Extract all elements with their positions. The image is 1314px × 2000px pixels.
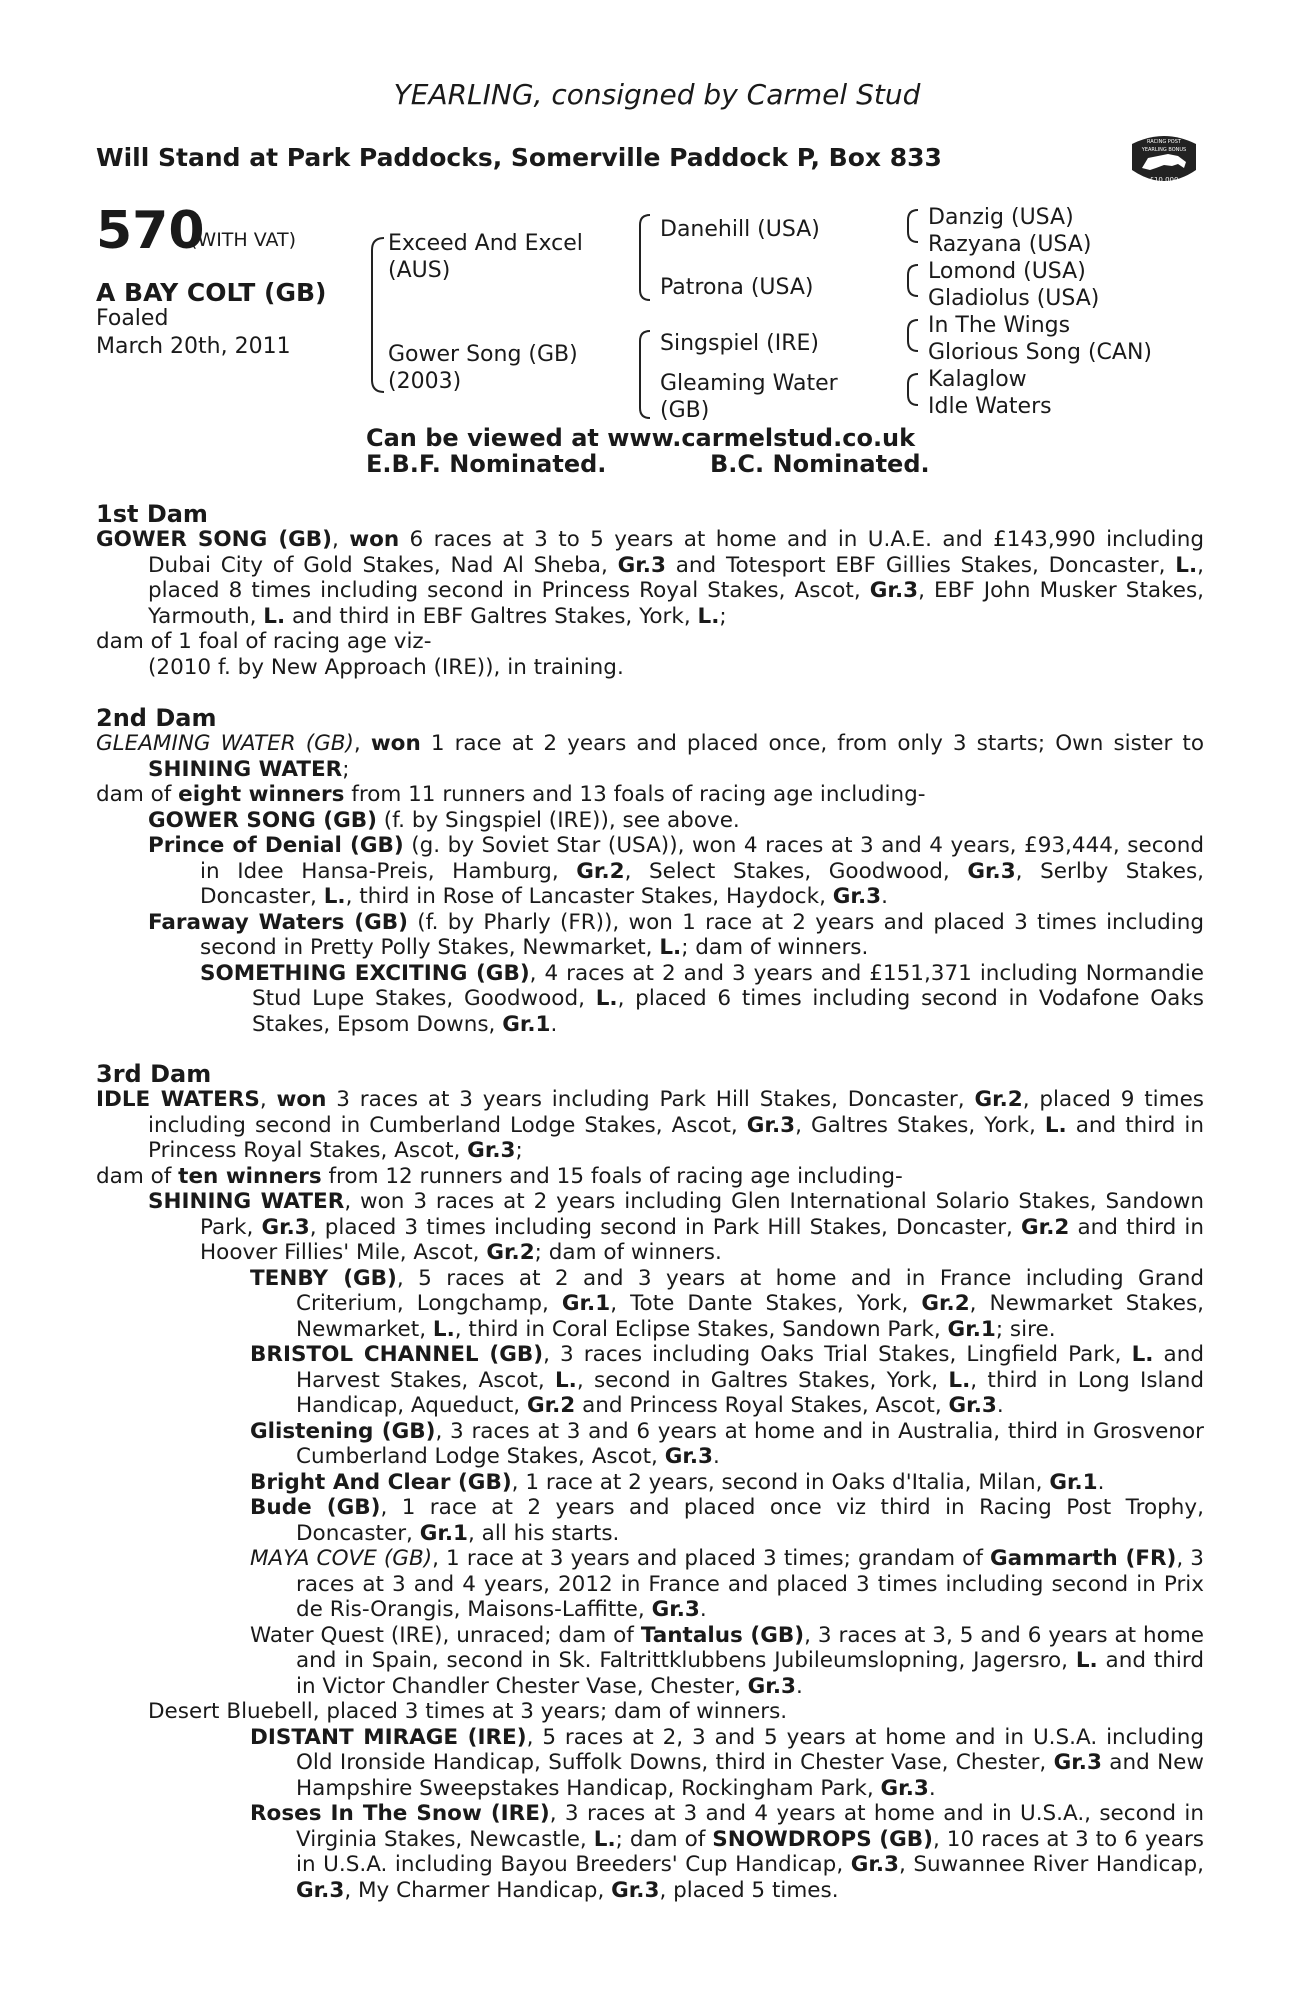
text-run: , <box>353 731 371 756</box>
bold-text: ten winners <box>178 1163 322 1189</box>
text-run: (f. by Pharly (FR)), won 1 race at 2 years and placed 3 times including second in Pretty Polly Stakes, Newmarket, <box>200 909 1204 960</box>
dam-paragraph <box>96 1801 1204 1903</box>
dam-paragraph <box>96 731 1204 782</box>
text-run: , Tote Dante Stakes, York, <box>610 1291 922 1316</box>
bold-text: Gr.2 <box>974 1087 1023 1112</box>
dam-dam-line-1: Gleaming Water <box>660 371 838 396</box>
dam-paragraph <box>96 1342 1204 1419</box>
text-run: . <box>699 1597 707 1622</box>
bold-text: L. <box>1175 552 1198 578</box>
third-dam-section <box>96 1062 1204 1903</box>
text-run: , 4 races at 2 and 3 years and £151,371 including Normandie Stud Lupe Stakes, Goodwood, <box>252 960 1204 1011</box>
horse-name: A BAY COLT (GB) <box>96 278 327 307</box>
bold-text: L. <box>1075 1648 1098 1673</box>
text-run: , Newmarket Stakes, Newmarket, <box>296 1291 1204 1342</box>
dam-paragraph <box>96 833 1204 910</box>
bold-text: L. <box>323 884 346 909</box>
ggp-7: Kalaglow <box>928 367 1027 392</box>
bracket-3b <box>908 265 918 296</box>
bold-text: Gr.1 <box>561 1291 611 1316</box>
text-run: . <box>928 1775 936 1801</box>
bold-text: DISTANT MIRAGE (IRE) <box>250 1724 527 1750</box>
text-run: , won 3 races at 2 years including Glen International Solario Stakes, Sandown Park, <box>200 1189 1204 1240</box>
bold-text: Gammarth (FR) <box>990 1546 1177 1571</box>
text-run: , Suwannee River Handicap, <box>899 1852 1204 1877</box>
text-run: and Princess Royal Stakes, Ascot, <box>575 1393 949 1418</box>
bold-text: L. <box>554 1367 577 1393</box>
text-run: and Harvest Stakes, Ascot, <box>296 1342 1204 1393</box>
ggp-3: Lomond (USA) <box>928 259 1086 284</box>
bold-text: Bude (GB) <box>250 1495 381 1520</box>
text-run: . <box>1097 1469 1105 1495</box>
section-heading: 3rd Dam <box>96 1060 212 1088</box>
dam-paragraph <box>96 1189 1204 1266</box>
bold-text: GOWER SONG (GB) <box>96 527 333 552</box>
text-run: ; <box>719 603 727 629</box>
bold-text: L. <box>659 935 682 960</box>
dam-paragraph <box>96 1495 1204 1546</box>
text-run: , all his starts. <box>468 1520 620 1546</box>
text-run: ; dam of winners. <box>681 935 869 960</box>
dam-paragraph <box>96 1266 1204 1343</box>
bold-text: Gr.3 <box>880 1775 929 1801</box>
bold-text: Gr.3 <box>664 1444 713 1469</box>
bold-text: Gr.3 <box>617 552 666 578</box>
bold-text: Gr.1 <box>1049 1469 1098 1495</box>
text-run: ; sire. <box>995 1316 1056 1342</box>
text-run: 1 race at 2 years and placed once, from only 3 starts; Own sister to <box>420 731 1204 756</box>
bold-text: L. <box>593 1826 616 1852</box>
text-run: ; <box>515 1138 523 1163</box>
dam-paragraph <box>96 527 1204 629</box>
bold-text: Gr.3 <box>296 1877 345 1903</box>
text-run: , 3 races including Oaks Trial Stakes, Lingfield Park, <box>543 1342 1132 1367</box>
bracket-2b <box>640 331 650 418</box>
bold-text: Gr.1 <box>419 1520 469 1546</box>
bracket-2a <box>640 215 650 300</box>
pedigree-sire-sire: Danehill (USA) <box>660 217 820 242</box>
bold-text: Gr.3 <box>746 1112 796 1138</box>
text-run: , 3 races at 3, 5 and 6 years at home and in Spain, second in Sk. Faltrittklubbens Jubileumslopning, Jagersro, <box>296 1622 1205 1673</box>
dam-paragraph <box>96 1164 1204 1190</box>
text-run: 3 races at 3 years including Park Hill Stakes, Doncaster, <box>326 1087 975 1112</box>
badge-mid-label: YEARLING BONUS <box>1141 147 1187 153</box>
pedigree-sire-dam: Patrona (USA) <box>660 275 814 300</box>
bold-text: Gr.3 <box>747 1673 796 1699</box>
foaled-label: Foaled <box>96 306 169 331</box>
text-run: from 12 runners and 15 foals of racing age including- <box>321 1163 903 1189</box>
bold-text: L. <box>1131 1342 1154 1367</box>
text-run: , <box>332 527 350 552</box>
bold-text: SNOWDROPS (GB) <box>712 1826 933 1852</box>
bold-text: Glistening (GB) <box>250 1418 436 1444</box>
ebf-nomination: E.B.F. Nominated. <box>366 450 607 478</box>
dam-paragraph <box>96 1470 1204 1496</box>
pedigree-dam <box>388 341 578 395</box>
bold-text: Gr.2 <box>526 1393 576 1418</box>
dam-paragraph <box>96 1546 1204 1623</box>
badge-amount: £10,000 <box>1149 176 1179 184</box>
bold-text: Gr.1 <box>502 1011 551 1037</box>
bold-text: L. <box>948 1367 971 1393</box>
dam-paragraph <box>96 808 1204 834</box>
dam-paragraph <box>96 1087 1204 1164</box>
bold-text: L. <box>595 986 618 1011</box>
text-run: . <box>795 1673 803 1699</box>
bold-text: won <box>276 1087 327 1112</box>
text-run: , placed 9 times including second in Cumberland Lodge Stakes, Ascot, <box>148 1087 1204 1138</box>
bold-text: TENBY (GB) <box>250 1265 397 1291</box>
ggp-4: Gladiolus (USA) <box>928 286 1100 311</box>
vat-label: (WITH VAT) <box>190 229 297 251</box>
text-run: Water Quest (IRE), unraced; dam of <box>250 1622 641 1648</box>
dam-line-2: (2003) <box>388 369 462 394</box>
text-run: , third in Rose of Lancaster Stakes, Haydock, <box>345 884 833 909</box>
text-run: , second in Galtres Stakes, York, <box>576 1367 949 1393</box>
bracket-3a <box>908 210 918 242</box>
bold-text: L. <box>1044 1112 1067 1138</box>
bold-text: GOWER SONG (GB) <box>148 807 377 833</box>
text-run: (f. by Singspiel (IRE)), see above. <box>376 807 740 833</box>
text-run: . <box>713 1444 720 1469</box>
text-run: . <box>550 1011 558 1037</box>
text-run: (g. by Soviet Star (USA)), won 4 races at 3 and 4 years, £93,444, second in Idee Hansa-Preis, Hamburg, <box>200 833 1204 884</box>
ggp-6: Glorious Song (CAN) <box>928 340 1152 365</box>
text-run: ; <box>342 756 350 782</box>
text-run: , 5 races at 2 and 3 years at home and in France including Grand Criterium, Longchamp, <box>296 1265 1204 1316</box>
text-run: , Serlby Stakes, Doncaster, <box>200 858 1204 909</box>
text-run: . <box>881 884 888 909</box>
pedigree-sire <box>388 230 583 284</box>
bold-text: Gr.1 <box>947 1316 996 1342</box>
bold-text: Gr.2 <box>1021 1214 1070 1240</box>
bold-text: won <box>349 527 400 552</box>
bold-text: SHINING WATER <box>148 1189 345 1214</box>
text-run: , 5 races at 2, 3 and 5 years at home and in U.S.A. including Old Ironside Handicap, Suffolk Downs, third in Chester Vase, Chester, <box>296 1724 1204 1775</box>
dam-dam-line-2: (GB) <box>660 398 710 423</box>
bold-text: BRISTOL CHANNEL (GB) <box>250 1342 544 1367</box>
bracket-3d <box>908 374 918 405</box>
dam-paragraph <box>96 782 1204 808</box>
text-run: ; dam of winners. <box>534 1240 722 1265</box>
bold-text: won <box>370 731 421 756</box>
bold-text: Roses In The Snow (IRE) <box>250 1801 550 1826</box>
text-run: dam of <box>96 782 179 807</box>
bold-text: Gr.3 <box>832 884 882 909</box>
text-run: 6 races at 3 to 5 years at home and in U.A.E. and £143,990 including Dubai City of Gold Stakes, Nad Al Sheba, <box>148 527 1204 578</box>
text-run: , Galtres Stakes, York, <box>795 1112 1045 1138</box>
text-run: and third in EBF Galtres Stakes, York, <box>285 603 698 629</box>
text-run: and third in Victor Chandler Chester Vase, Chester, <box>296 1648 1205 1699</box>
lot-number: 570 <box>96 201 205 261</box>
bc-nomination: B.C. Nominated. <box>710 450 930 478</box>
bold-text: L. <box>432 1316 455 1342</box>
text-run: , 1 race at 2 years and placed once viz third in Racing Post Trophy, Doncaster, <box>296 1495 1204 1546</box>
ggp-8: Idle Waters <box>928 394 1052 419</box>
text-run: ; dam of <box>615 1826 713 1852</box>
dam-paragraph <box>96 1699 1204 1725</box>
text-run: Desert Bluebell, placed 3 times at 3 years; dam of winners. <box>148 1699 788 1724</box>
text-run: and New Hampshire Sweepstakes Handicap, Rockingham Park, <box>296 1750 1204 1801</box>
bold-text: eight winners <box>178 782 345 807</box>
text-run: , 1 race at 2 years, second in Oaks d'Italia, Milan, <box>511 1469 1050 1495</box>
dam-paragraph <box>96 1623 1204 1700</box>
badge-top-label: RACING POST <box>1147 139 1181 145</box>
dam-paragraph <box>96 1725 1204 1802</box>
bold-text: Tantalus (GB) <box>640 1622 805 1648</box>
text-run: and third in Princess Royal Stakes, Ascot, <box>148 1112 1204 1163</box>
dam-paragraph <box>96 655 1204 681</box>
bracket-3c <box>908 320 918 351</box>
dam-paragraph <box>96 629 1204 655</box>
bold-text: Gr.2 <box>486 1240 535 1265</box>
text-run: . <box>996 1393 1004 1418</box>
dam-paragraph <box>96 1419 1204 1470</box>
text-run: , 3 races at 3 and 4 years at home and in U.S.A., second in Virginia Stakes, Newcastle, <box>296 1801 1204 1852</box>
bold-text: L. <box>697 603 720 629</box>
text-run: from 11 runners and 13 foals of racing age including- <box>344 782 926 807</box>
bold-text: SOMETHING EXCITING (GB) <box>200 960 530 986</box>
bold-text: Gr.2 <box>576 858 625 884</box>
pedigree-dam-dam <box>660 370 838 424</box>
text-run: , placed 3 times including second in Park Hill Stakes, Doncaster, <box>309 1214 1022 1240</box>
bracket-1 <box>372 238 384 392</box>
text-run: , third in Coral Eclipse Stakes, Sandown Park, <box>454 1316 948 1342</box>
text-run: , 3 races at 3 and 6 years at home and in Australia, third in Grosvenor Cumberland Lodge Stakes, Ascot, <box>296 1418 1204 1469</box>
bold-text: Gr.3 <box>850 1852 900 1877</box>
dam-paragraph <box>96 910 1204 961</box>
page-title: YEARLING, consigned by Carmel Stud <box>393 78 921 111</box>
bold-text: IDLE WATERS <box>96 1087 260 1112</box>
bold-text: Gr.3 <box>651 1597 700 1622</box>
ggp-2: Razyana (USA) <box>928 232 1092 257</box>
italic-text: GLEAMING WATER (GB) <box>96 731 354 756</box>
text-run: , placed 6 times including second in Vodafone Oaks Stakes, Epsom Downs, <box>252 986 1204 1037</box>
stand-location: Will Stand at Park Paddocks, Somerville Paddock P, Box 833 <box>96 143 942 172</box>
pedigree-dam-sire: Singspiel (IRE) <box>660 331 820 356</box>
foaled-date: March 20th, 2011 <box>96 334 291 359</box>
text-run: , third in Long Island Handicap, Aqueduct, <box>296 1367 1204 1418</box>
text-run: (2010 f. by New Approach (IRE)), in training. <box>148 654 624 680</box>
italic-text: MAYA COVE (GB) <box>250 1546 433 1571</box>
bold-text: Gr.3 <box>261 1214 310 1240</box>
text-run: , <box>259 1087 277 1112</box>
text-run: dam of 1 foal of racing age viz- <box>96 629 432 654</box>
text-run: , placed 5 times. <box>659 1877 839 1903</box>
bold-text: Gr.3 <box>611 1877 660 1903</box>
text-run: and Totesport EBF Gillies Stakes, Doncaster, <box>665 552 1176 578</box>
text-run: , 10 races at 3 to 6 years in U.S.A. including Bayou Breeders' Cup Handicap, <box>296 1826 1204 1877</box>
text-run: , My Charmer Handicap, <box>344 1877 612 1903</box>
bold-text: Prince of Denial (GB) <box>148 833 404 858</box>
bold-text: Gr.3 <box>948 1393 997 1418</box>
text-run: , 3 races at 3 and 4 years, 2012 in France and placed 3 times including second in Prix de Ris-Orangis, Maisons-Laffitte, <box>296 1546 1204 1622</box>
section-heading: 2nd Dam <box>96 704 217 732</box>
dam-line-1: Gower Song (GB) <box>388 342 578 367</box>
bold-text: L. <box>263 603 286 629</box>
bold-text: Faraway Waters (GB) <box>148 909 408 935</box>
text-run: , Select Stakes, Goodwood, <box>624 858 968 884</box>
bold-text: Gr.3 <box>967 858 1016 884</box>
text-run: dam of <box>96 1163 179 1189</box>
bold-text: Gr.2 <box>921 1291 970 1316</box>
ggp-5: In The Wings <box>928 313 1071 338</box>
bold-text: Gr.3 <box>467 1138 516 1163</box>
sire-line-1: Exceed And Excel <box>388 231 583 256</box>
ggp-1: Danzig (USA) <box>928 205 1074 230</box>
text-run: and third in Hoover Fillies' Mile, Ascot, <box>200 1214 1204 1265</box>
section-heading: 1st Dam <box>96 500 208 528</box>
text-run: , 1 race at 3 years and placed 3 times; grandam of <box>432 1546 991 1571</box>
dam-paragraph <box>96 961 1204 1038</box>
pedigree-great-grandparents <box>928 204 1152 420</box>
bold-text: SHINING WATER <box>148 756 343 782</box>
bold-text: Bright And Clear (GB) <box>250 1469 512 1495</box>
second-dam-section <box>96 706 1204 1037</box>
text-run: , placed 8 times including second in Princess Royal Stakes, Ascot, <box>148 552 1204 603</box>
sire-line-2: (AUS) <box>388 258 451 283</box>
bold-text: Gr.3 <box>869 578 919 603</box>
bold-text: Gr.3 <box>1053 1750 1102 1775</box>
viewing-note: Can be viewed at www.carmelstud.co.uk <box>366 424 916 452</box>
text-run: , EBF John Musker Stakes, Yarmouth, <box>148 578 1205 629</box>
first-dam-section <box>96 502 1204 680</box>
